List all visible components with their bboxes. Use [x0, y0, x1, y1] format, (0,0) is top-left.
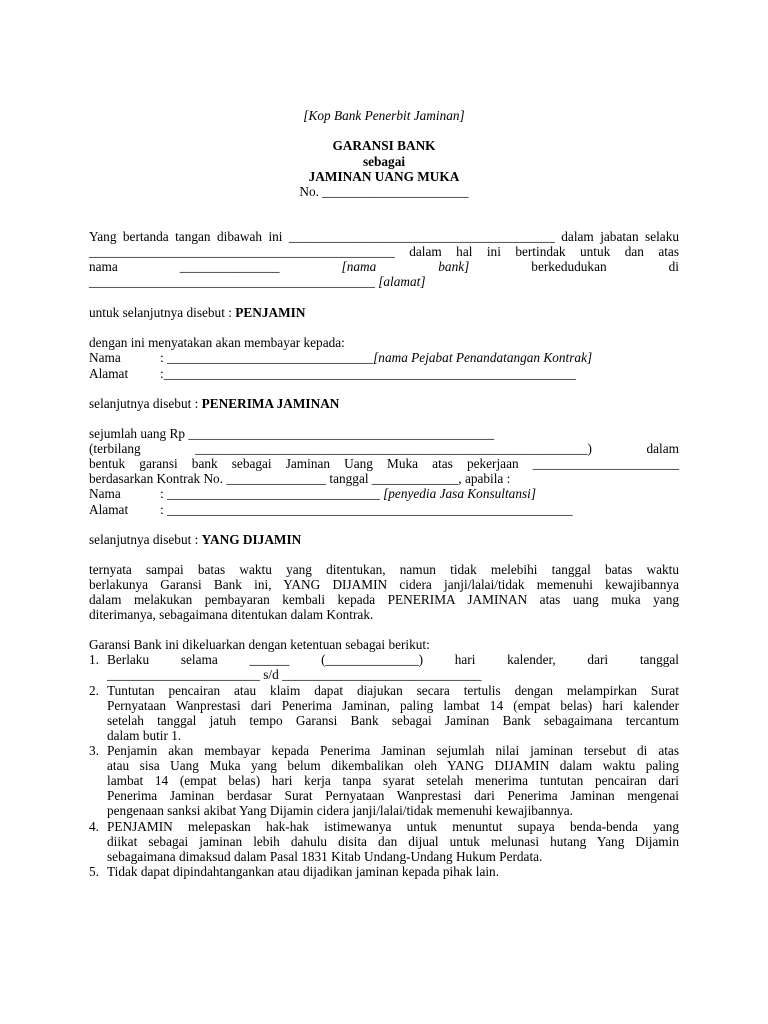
beneficiary-label: PENERIMA JAMINAN [201, 396, 340, 411]
bank-name-hint-a: [nama [341, 259, 377, 274]
term-number: 3. [89, 743, 99, 758]
term-4-line: diikat sebagai jaminan lebih dahulu disita dan dijual untuk melunasi hutang Yang Dijamin [107, 834, 679, 849]
term-4-line: PENJAMIN melepaskan hak-hak istimewanya untuk menuntut supaya benda-benda yang [107, 819, 679, 834]
term-3-text [107, 743, 679, 818]
term-1-word: Berlaku [107, 652, 150, 667]
term-number: 4. [89, 819, 99, 834]
term-4-text [107, 819, 679, 864]
term-4-line: sebagaimana dimaksud dalam Pasal 1831 Kitab Undang-Undang Hukum Perdata. [107, 849, 543, 864]
amount-words-suffix: dalam [646, 441, 679, 456]
principal-address-blank: : _____________________________________________________________ [160, 502, 573, 517]
term-3-line: pengenaan sanksi akibat Yang Dijamin cidera janji/lalai/tidak memenuhi kewajibannya. [107, 803, 573, 818]
guarantor-designation [89, 305, 305, 320]
letterhead-placeholder: [Kop Bank Penerbit Jaminan] [303, 108, 465, 123]
term-number: 5. [89, 864, 99, 879]
beneficiary-prefix: selanjutnya disebut : [89, 396, 202, 411]
guarantee-form-line: bentuk garansi bank sebagai Jaminan Uang Muka atas pekerjaan ______________________ [89, 456, 679, 471]
term-2-text [107, 683, 679, 743]
term-2-line: Tuntutan pencairan atau klaim dapat diajukan secara tertulis dengan melampirkan Surat [107, 683, 679, 698]
term-3-line: atau sisa Uang Muka yang belum dikembalikan oleh YANG DIJAMIN dalam waktu paling [107, 758, 679, 773]
intro-name-label: nama [89, 259, 118, 274]
term-1-word: selama [180, 652, 218, 667]
term-1-word: hari [454, 652, 476, 667]
principal-name-label: Nama [89, 486, 121, 501]
intro-domicile-label: berkedudukan [531, 259, 607, 274]
principal-address-label: Alamat [89, 502, 129, 517]
principal-prefix: selanjutnya disebut : [89, 532, 202, 547]
condition-line-1: ternyata sampai batas waktu yang ditentukan, namun tidak melebihi tanggal batas waktu [89, 562, 679, 577]
amount-line: sejumlah uang Rp ______________________________________________ [89, 426, 495, 441]
term-number: 2. [89, 683, 99, 698]
amount-words-blank: ___________________________________________________________) [195, 441, 592, 456]
intro-line-1: Yang bertanda tangan dibawah ini ________________________________________ dalam jabatan selaku [89, 229, 679, 244]
guarantor-label: PENJAMIN [235, 305, 306, 320]
beneficiary-address-blank: :______________________________________________________________ [160, 366, 576, 381]
intro-name-blank: _______________ [179, 259, 280, 274]
principal-designation [89, 532, 301, 547]
condition-line-2: berlakunya Garansi Bank ini, YANG DIJAMIN cidera janji/lalai/tidak memenuhi kewajibannya [89, 577, 679, 592]
term-5-line: Tidak dapat dipindahtangankan atau dijadikan jaminan kepada pihak lain. [107, 864, 500, 879]
term-3-line: lambat 14 (empat belas) hari kerja tanpa syarat setelah menerima tuntutan pencairan dari [107, 773, 679, 788]
pay-to-intro: dengan ini menyatakan akan membayar kepada: [89, 335, 345, 350]
term-3-line: Penerima Jaminan berdasar Surat Pernyataan Wanprestasi dari Penerima Jaminan mengenai [107, 788, 679, 803]
principal-name-hint: [penyedia Jasa Konsultansi] [383, 486, 537, 501]
term-1-word: kalender, [507, 652, 556, 667]
document-number: No. ______________________ [299, 184, 469, 199]
intro-line-4 [89, 274, 426, 289]
principal-label: YANG DIJAMIN [201, 532, 302, 547]
document-title: GARANSI BANK [332, 138, 436, 153]
term-5-text [107, 864, 679, 879]
days-words-blank: (______________) [321, 652, 423, 667]
amount-words-line [89, 441, 679, 456]
condition-line-3: dalam melakukan pembayaran kembali kepada PENERIMA JAMINAN atas uang muka yang [89, 592, 679, 607]
beneficiary-name-blank: : _______________________________ [160, 350, 374, 365]
days-blank: ______ [249, 652, 290, 667]
address-blank: ___________________________________________ [89, 274, 375, 289]
bank-name-hint-b: bank] [438, 259, 470, 274]
intro-line-2: ______________________________________________ dalam hal ini bertindak untuk dan atas [89, 244, 679, 259]
terms-intro: Garansi Bank ini dikeluarkan dengan ketentuan sebagai berikut: [89, 637, 430, 652]
term-1-word: dari [587, 652, 609, 667]
intro-line-3 [89, 259, 679, 274]
term-2-line: Pernyataan Wanprestasi dari Penerima Jaminan, paling lambat 14 (empat belas) hari kalender [107, 698, 679, 713]
term-1-word: tanggal [639, 652, 679, 667]
term-1-line-1 [107, 652, 679, 667]
contract-ref-line: berdasarkan Kontrak No. _______________ tanggal _____________, apabila : [89, 471, 511, 486]
term-number: 1. [89, 652, 99, 667]
address-hint: [alamat] [378, 274, 426, 289]
beneficiary-designation [89, 396, 339, 411]
document-title-purpose: JAMINAN UANG MUKA [308, 169, 460, 184]
intro-at-label: di [668, 259, 679, 274]
validity-period-blanks: _______________________ s/d ______________________________ [107, 667, 482, 682]
beneficiary-name-hint: [nama Pejabat Penandatangan Kontrak] [373, 350, 593, 365]
principal-name-row [160, 486, 536, 501]
beneficiary-address-label: Alamat [89, 366, 129, 381]
term-2-line: dalam butir 1. [107, 728, 182, 743]
term-3-line: Penjamin akan membayar kepada Penerima Jaminan sejumlah nilai jaminan tersebut di atas [107, 743, 679, 758]
document-subtitle: sebagai [362, 154, 406, 169]
guarantor-prefix: untuk selanjutnya disebut : [89, 305, 236, 320]
term-2-line: setelah tanggal jatuh tempo Garansi Bank sebagai Jaminan Bank sebagaimana tercantum [107, 713, 679, 728]
principal-name-blank: : ________________________________ [160, 486, 380, 501]
amount-words-label: (terbilang [89, 441, 141, 456]
beneficiary-name-label: Nama [89, 350, 121, 365]
condition-line-4: diterimanya, sebagaimana ditentukan dalam Kontrak. [89, 607, 374, 622]
beneficiary-name-row [160, 350, 592, 365]
